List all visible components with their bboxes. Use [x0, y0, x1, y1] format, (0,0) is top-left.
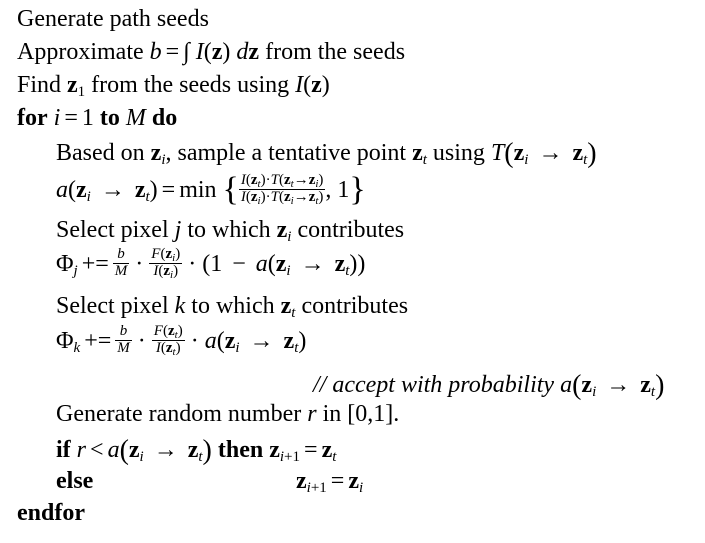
algo-line-phi-j: $\Phi_j$ += $\frac{b}{M}$ · $\frac{F(z_i)}{I(z_i)}$ · $(1 - a(z_i \to z_t))$	[56, 246, 366, 281]
text-min: min	[179, 177, 217, 203]
text-generate-random: Generate random number	[56, 401, 302, 427]
text-approximate: Approximate	[17, 39, 144, 65]
text-contributes: contributes	[301, 293, 409, 319]
math-eq: =	[165, 39, 180, 65]
math-integral: ∫	[183, 39, 190, 65]
math-I: I	[195, 39, 204, 65]
text-find: Find	[17, 72, 62, 98]
algo-line-for: for i = 1 to M do	[17, 105, 178, 131]
algo-line-else	[56, 469, 93, 493]
algo-line-generate-seeds	[17, 7, 209, 31]
acceptance-ratio: $\frac{I(z_t)\cdot T(z_t\to z_i)}{I(z_i)\cdot T(z_i\to z_t)}$	[240, 172, 324, 207]
fraction-b-over-M: $\frac{b}{M}$	[114, 246, 128, 279]
algo-line-select-j: Select pixel j to which $z_i$ contributes	[56, 217, 405, 245]
algo-line-endfor	[17, 501, 85, 525]
text-contributes: contributes	[297, 217, 405, 243]
text-from-seeds: from the seeds	[265, 39, 406, 65]
keyword-for: for	[17, 105, 48, 131]
text-select-pixel: Select pixel	[56, 217, 169, 243]
algo-line-acceptance: $a(z_i \to z_t) = \min$ { $\frac{I(z_t)\cdot T(z_t\to z_i)}{I(z_i)\cdot T(z_i\to z_t)}$ , 1}	[56, 171, 366, 208]
algo-line-else-assign: $z_{i+1} = z_i$	[296, 468, 364, 496]
text-interval: [0,1].	[347, 401, 400, 427]
text-select-pixel: Select pixel	[56, 293, 169, 319]
keyword-do: do	[151, 105, 178, 131]
algo-line-find: Find $z_1$ from the seeds using I(z)	[17, 72, 330, 100]
keyword-else: else	[56, 468, 94, 494]
fraction-F-over-I-t: $\frac{F(z_t)}{I(z_t)}$	[153, 323, 183, 358]
keyword-then: then	[217, 437, 264, 463]
text-generate-seeds: Generate path seeds	[17, 6, 209, 32]
algo-line-sample: Based on $z_i$, sample a tentative point $z_t$ using $T(z_i \to z_t)$	[56, 138, 597, 169]
math-z: z	[211, 39, 223, 65]
text-based-on: Based on	[56, 140, 145, 166]
algo-line-comment: // accept with probability $a(z_i \to z_t)$	[313, 370, 665, 401]
text-in: in	[322, 401, 342, 427]
fraction-F-over-I-i: $\frac{F(z_i)}{I(z_i)}$	[151, 246, 181, 281]
keyword-to: to	[99, 105, 120, 131]
text-comment: // accept with probability	[313, 372, 555, 398]
text-using: using	[432, 140, 485, 166]
algo-line-approximate: Approximate b = ∫ I(z) dz from the seeds	[17, 39, 406, 65]
math-b: b	[149, 39, 162, 65]
algo-line-phi-k: $\Phi_k$ += $\frac{b}{M}$ · $\frac{F(z_t)}{I(z_t)}$ · $a(z_i \to z_t)$	[56, 323, 307, 358]
text-from-seeds-using: from the seeds using	[91, 72, 290, 98]
keyword-if: if	[56, 437, 71, 463]
algo-line-if: if $r < a(z_i \to z_t)$ then $z_{i+1} = z_t$	[56, 435, 337, 466]
text-to-which: to which	[191, 293, 275, 319]
text-to-which: to which	[187, 217, 271, 243]
algo-line-select-k: Select pixel k to which $z_t$ contributes	[56, 293, 409, 321]
algo-line-random: Generate random number r in [0,1].	[56, 401, 400, 427]
text-sample-tentative: , sample a tentative point	[165, 140, 407, 166]
fraction-b-over-M: $\frac{b}{M}$	[117, 323, 130, 356]
keyword-endfor: endfor	[17, 500, 85, 526]
